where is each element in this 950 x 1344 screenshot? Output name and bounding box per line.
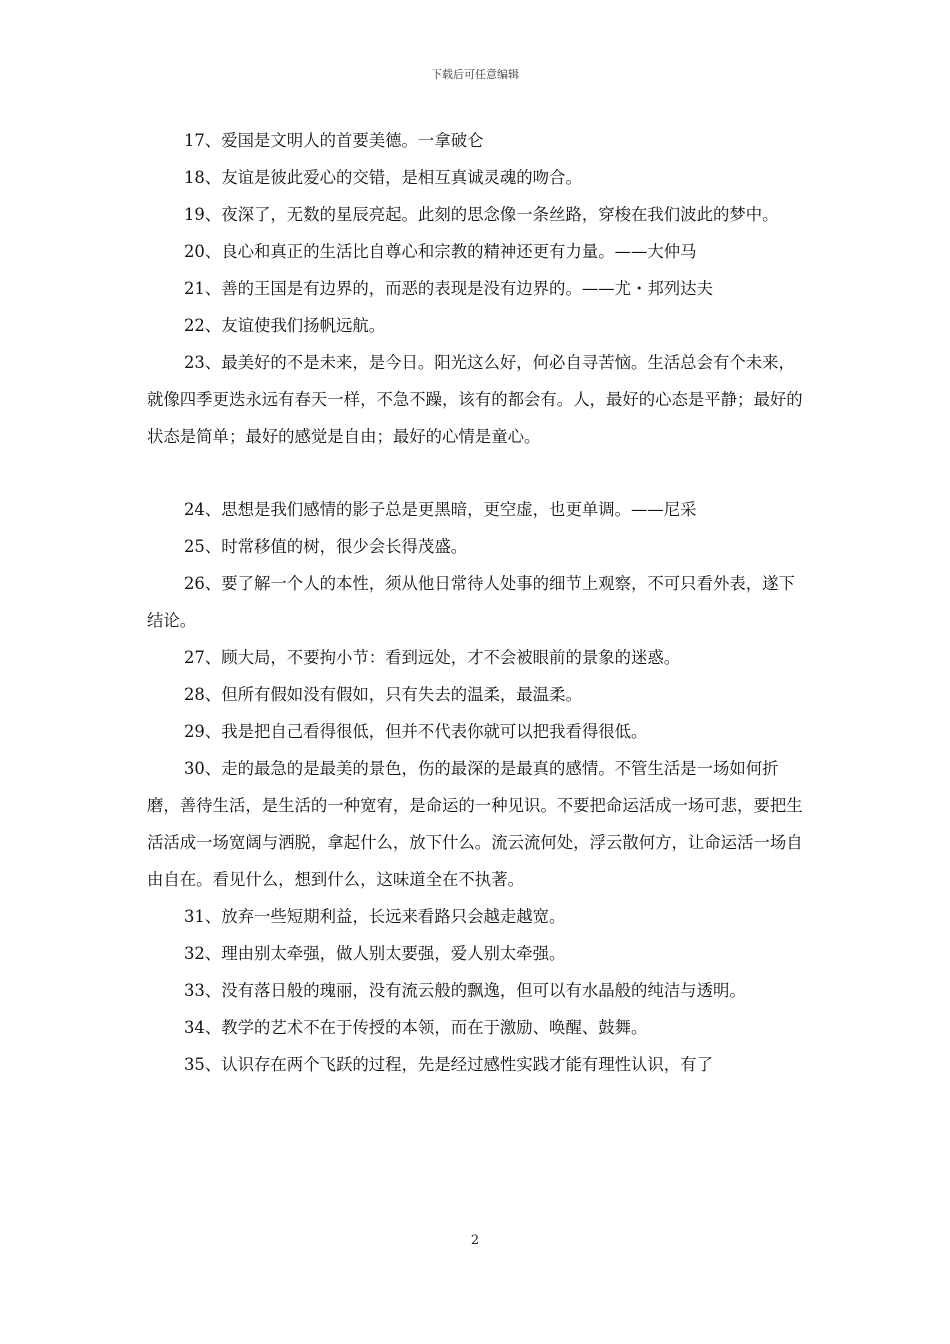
paragraph-22: 22、友谊使我们扬帆远航。 xyxy=(184,316,386,335)
paragraph-26: 26、要了解一个人的本性，须从他日常待人处事的细节上观察，不可只看外表，遂下结论。 xyxy=(147,574,795,630)
paragraph-29: 29、我是把自己看得很低，但并不代表你就可以把我看得很低。 xyxy=(184,722,648,741)
paragraph-25: 25、时常移值的树，很少会长得茂盛。 xyxy=(184,537,468,556)
page-header: 下载后可任意编辑 xyxy=(431,68,519,81)
paragraph-gap xyxy=(147,455,807,491)
paragraph-19: 19、夜深了，无数的星辰亮起。此刻的思念像一条丝路，穿梭在我们波此的梦中。 xyxy=(184,205,779,224)
paragraph-32: 32、理由别太牵强，做人别太要强，爱人别太牵强。 xyxy=(184,944,566,963)
paragraph-34: 34、教学的艺术不在于传授的本领，而在于激励、唤醒、鼓舞。 xyxy=(184,1018,648,1037)
paragraph-27: 27、顾大局，不要拘小节：看到远处，才不会被眼前的景象的迷惑。 xyxy=(184,648,681,667)
paragraph-28: 28、但所有假如没有假如，只有失去的温柔，最温柔。 xyxy=(184,685,582,704)
paragraph-20: 20、良心和真正的生活比自尊心和宗教的精神还更有力量。——大仲马 xyxy=(184,242,697,261)
paragraph-18: 18、友谊是彼此爱心的交错，是相互真诚灵魂的吻合。 xyxy=(184,168,582,187)
paragraph-31: 31、放弃一些短期利益，长远来看路只会越走越宽。 xyxy=(184,907,566,926)
paragraph-17: 17、爱国是文明人的首要美德。一拿破仑 xyxy=(184,131,484,150)
paragraph-35: 35、认识存在两个飞跃的过程，先是经过感性实践才能有理性认识，有了 xyxy=(184,1055,713,1074)
paragraph-23: 23、最美好的不是未来，是今日。阳光这么好，何必自寻苦恼。生活总会有个未来，就像四季更迭永远有春天一样，不急不躁，该有的都会有。人，最好的心态是平静；最好的状态是简单；最好的感觉是自由；最好的心情是童心。 xyxy=(147,353,803,446)
paragraph-30: 30、走的最急的是最美的景色，伤的最深的是最真的感情。不管生活是一场如何折磨，善待生活，是生活的一种宽宥，是命运的一种见识。不要把命运活成一场可悲，要把生活活成一场宽阔与洒脱，拿起什么，放下什么。流云流何处，浮云散何方，让命运活一场自由自在。看见什么，想到什么，这味道全在不执著。 xyxy=(147,759,803,889)
page-number: 2 xyxy=(470,1233,480,1248)
paragraph-33: 33、没有落日般的瑰丽，没有流云般的飘逸，但可以有水晶般的纯洁与透明。 xyxy=(184,981,746,1000)
paragraph-21: 21、善的王国是有边界的，而恶的表现是没有边界的。——尤・邦列达夫 xyxy=(184,279,713,298)
document-body xyxy=(147,122,807,1083)
paragraph-24: 24、思想是我们感情的影子总是更黑暗，更空虚，也更单调。——尼采 xyxy=(184,500,697,519)
